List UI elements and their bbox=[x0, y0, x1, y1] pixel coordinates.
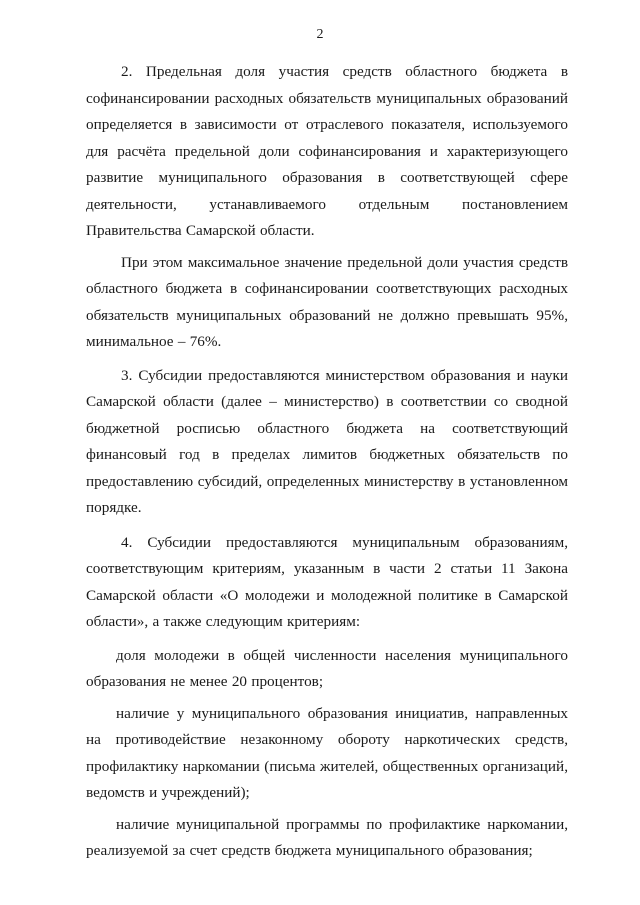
paragraph-criterion-initiatives: наличие у муниципального образования инициатив, направленных на противодействие незаконному обороту наркотических средств, профилактику наркомании (письма жителей, общественных организаций, ведомств и учреждений); bbox=[86, 704, 568, 801]
document-body bbox=[86, 59, 568, 865]
paragraph-clause-4: 4. Субсидии предоставляются муниципальным образованиям, соответствующим критериям, указанным в части 2 статьи 11 Закона Самарской области «О молодежи и молодежной политике в Самарской области», а также следующим критериям: bbox=[86, 533, 568, 630]
paragraph-clause-3: 3. Субсидии предоставляются министерством образования и науки Самарской области (далее – министерство) в соответствии со сводной бюджетной росписью областного бюджета на соответствующий финансовый год в пределах лимитов бюджетных обязательств по предоставлению субсидий, определенных министерству в установленном порядке. bbox=[86, 366, 568, 516]
paragraph-criterion-program: наличие муниципальной программы по профилактике наркомании, реализуемой за счет средств бюджета муниципального образования; bbox=[86, 815, 568, 859]
paragraph-max-share: При этом максимальное значение предельной доли участия средств областного бюджета в софинансировании соответствующих расходных обязательств муниципальных образований не должно превышать 95%, минимальное – 76%. bbox=[86, 253, 568, 350]
page-number: 2 bbox=[316, 27, 324, 42]
paragraph-clause-2: 2. Предельная доля участия средств областного бюджета в софинансировании расходных обязательств муниципальных образований определяется в зависимости от отраслевого показателя, используемого для расчёта предельной доли софинансирования и характеризующего развитие муниципального образования в соответствующей сфере деятельности, устанавливаемого отдельным постановлением Правительства Самарской области. bbox=[86, 63, 568, 239]
paragraph-criterion-youth-share: доля молодежи в общей численности населения муниципального образования не менее 20 процентов; bbox=[86, 646, 568, 690]
